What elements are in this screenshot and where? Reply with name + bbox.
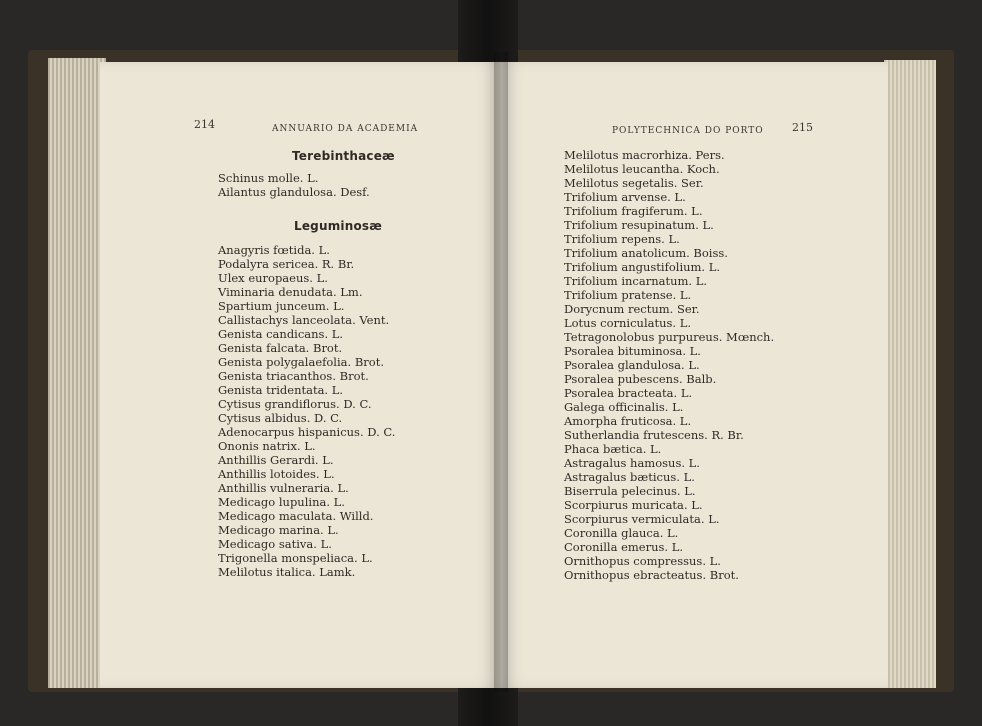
list-item: Lotus corniculatus. L. (564, 316, 692, 330)
list-item: Callistachys lanceolata. Vent. (218, 313, 390, 327)
list-item: Ononis natrix. L. (218, 439, 316, 453)
list-item: Trifolium repens. L. (564, 232, 680, 246)
list-item: Trifolium pratense. L. (564, 288, 692, 302)
list-item: Anthillis vulneraria. L. (218, 481, 349, 495)
page-number: 215 (792, 121, 813, 134)
list-item: Astragalus bæticus. L. (564, 470, 695, 484)
list-item: Trifolium angustifolium. L. (564, 260, 721, 274)
list-item: Ornithopus compressus. L. (564, 554, 721, 568)
list-item: Melilotus italica. Lamk. (218, 565, 356, 579)
list-item: Sutherlandia frutescens. R. Br. (564, 428, 744, 442)
list-item: Anthillis Gerardi. L. (218, 453, 334, 467)
list-item: Genista polygalaefolia. Brot. (218, 355, 384, 369)
list-item: Medicago maculata. Willd. (218, 509, 374, 523)
list-item: Viminaria denudata. Lm. (218, 285, 363, 299)
list-item: Trifolium arvense. L. (564, 190, 686, 204)
list-item: Galega officinalis. L. (564, 400, 684, 414)
list-item: Cytisus albidus. D. C. (218, 411, 343, 425)
species-list (218, 243, 395, 579)
list-item: Medicago lupulina. L. (218, 495, 345, 509)
list-item: Schinus molle. L. (218, 171, 319, 185)
list-item: Biserrula pelecinus. L. (564, 484, 696, 498)
list-item: Coronilla glauca. L. (564, 526, 679, 540)
list-item: Adenocarpus hispanicus. D. C. (218, 425, 396, 439)
species-list (564, 148, 774, 582)
list-item: Spartium junceum. L. (218, 299, 345, 313)
list-item: Dorycnum rectum. Ser. (564, 302, 700, 316)
list-item: Psoralea glandulosa. L. (564, 358, 700, 372)
list-item: Phaca bætica. L. (564, 442, 662, 456)
list-item: Trifolium anatolicum. Boiss. (564, 246, 728, 260)
list-item: Genista candicans. L. (218, 327, 344, 341)
list-item: Ailantus glandulosa. Desf. (218, 185, 370, 199)
list-item: Genista falcata. Brot. (218, 341, 343, 355)
list-item: Genista triacanthos. Brot. (218, 369, 369, 383)
list-item: Melilotus leucantha. Koch. (564, 162, 720, 176)
page-number: 214 (194, 118, 215, 131)
page-edges-right (884, 60, 936, 688)
species-list (218, 171, 370, 199)
list-item: Genista tridentata. L. (218, 383, 344, 397)
list-item: Melilotus macrorhiza. Pers. (564, 148, 725, 162)
list-item: Tetragonolobus purpureus. Mœnch. (564, 330, 775, 344)
list-item: Ulex europaeus. L. (218, 271, 328, 285)
list-item: Coronilla emerus. L. (564, 540, 684, 554)
running-head: POLYTECHNICA DO PORTO (612, 126, 764, 136)
list-item: Psoralea bituminosa. L. (564, 344, 701, 358)
list-item: Trifolium fragiferum. L. (564, 204, 703, 218)
list-item: Ornithopus ebracteatus. Brot. (564, 568, 739, 582)
list-item: Podalyra sericea. R. Br. (218, 257, 355, 271)
running-head: ANNUARIO DA ACADEMIA (272, 124, 419, 134)
right-page (500, 62, 888, 688)
family-heading: Terebinthaceæ (292, 149, 395, 163)
list-item: Anagyris fœtida. L. (218, 243, 330, 257)
list-item: Scorpiurus vermiculata. L. (564, 512, 720, 526)
list-item: Psoralea pubescens. Balb. (564, 372, 717, 386)
list-item: Medicago sativa. L. (218, 537, 332, 551)
page-edges-left (48, 58, 106, 688)
list-item: Medicago marina. L. (218, 523, 339, 537)
list-item: Amorpha fruticosa. L. (564, 414, 692, 428)
list-item: Melilotus segetalis. Ser. (564, 176, 704, 190)
list-item: Psoralea bracteata. L. (564, 386, 693, 400)
list-item: Cytisus grandiflorus. D. C. (218, 397, 372, 411)
list-item: Trifolium resupinatum. L. (564, 218, 714, 232)
left-page (100, 62, 500, 688)
list-item: Trifolium incarnatum. L. (564, 274, 708, 288)
list-item: Astragalus hamosus. L. (564, 456, 700, 470)
list-item: Trigonella monspeliaca. L. (218, 551, 373, 565)
list-item: Scorpiurus muricata. L. (564, 498, 703, 512)
family-heading: Leguminosæ (294, 219, 383, 233)
book-gutter (494, 52, 508, 692)
list-item: Anthillis lotoides. L. (218, 467, 335, 481)
